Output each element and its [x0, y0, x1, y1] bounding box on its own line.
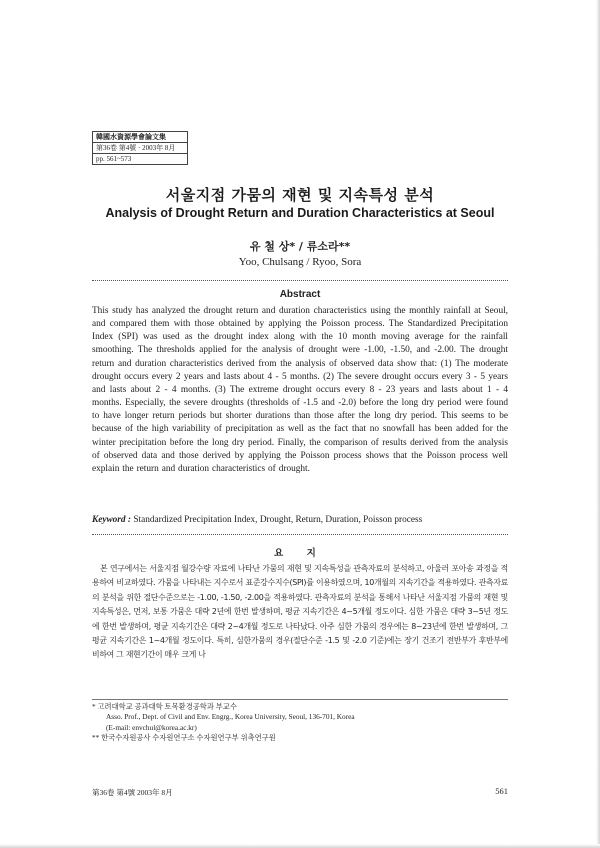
- journal-name: 韓國水資源學會論文集: [96, 133, 166, 141]
- footnote-1-english: Asso. Prof., Dept. of Civil and Env. Engrg., Korea University, Seoul, 136-701, Korea: [106, 712, 355, 722]
- footnotes: [92, 702, 512, 744]
- journal-pages: pp. 561~573: [93, 153, 187, 164]
- keyword-list: Standardized Precipitation Index, Drought, Return, Duration, Poisson process: [131, 515, 423, 525]
- page-edge-right: [596, 0, 600, 848]
- footnote-1-email: (E-mail: envchul@korea.ac.kr): [106, 722, 197, 732]
- page-edge-bottom: [0, 844, 600, 848]
- divider-top: [92, 280, 508, 281]
- keywords: [92, 514, 508, 527]
- abstract-heading: Abstract: [279, 289, 321, 300]
- title-english: Analysis of Drought Return and Duration Characteristics at Seoul: [105, 206, 495, 220]
- page-number: 561: [495, 786, 508, 796]
- authors-korean: 유 철 상* / 류소라**: [249, 240, 351, 253]
- footer-journal-issue: 第36卷 第4號 2003年 8月: [92, 788, 173, 797]
- divider-middle: [92, 534, 508, 535]
- yoji-heading: 요 지: [274, 548, 326, 559]
- journal-info-box: [92, 131, 188, 165]
- title-korean: 서울지점 가뭄의 재현 및 지속특성 분석: [165, 186, 435, 204]
- keyword-label: Keyword :: [92, 515, 131, 525]
- journal-volume: 第36卷 第4號 · 2003年 8月: [93, 142, 187, 153]
- footnote-rule: [92, 699, 508, 700]
- footnote-1: * 고려대학교 공과대학 토목환경공학과 부교수: [92, 702, 237, 711]
- authors-english: Yoo, Chulsang / Ryoo, Sora: [238, 256, 362, 268]
- yoji-body: 본 연구에서는 서울지점 월강수량 자료에 나타난 가뭄의 재현 및 지속특성을 관측자료의 분석하고, 아울러 포아송 과정을 적용하여 비교하였다. 가뭄을 나타내는 지수로서 표준강수지수(SPI)를 이용하였으며, 10개월의 지속기간을 적용하였다. 관측자료의 분석을 위한 절단수준으로는 -1.00, -1.50, -2.00을 적용하였다. 관측자료의 분석을 통해서 나타난 서울지점 가뭄의 재현 및 지속특성은, 먼저, 보통 가뭄은 대략 2년에 한번 발생하며, 평균 지속기간은 4~5개월 정도이다. 심한 가뭄은 대략 3~5년 정도에 한번 발생하며, 평균 지속기간은 대략 2~4개월 정도로 나타났다. 아주 심한 가뭄의 경우에는 8~23년에 한번 발생하며, 그 평균 지속기간은 1~4개월 정도이다. 특히, 심한가뭄의 경우(절단수준 -1.5 및 -2.0 기준)에는 장기 건조기 전반부가 후반부에 비하여 그 재현기간이 매우 크게 나: [92, 564, 508, 660]
- footnote-2: ** 한국수자원공사 수자원연구소 수자원연구부 위촉연구원: [92, 733, 276, 743]
- abstract-body: This study has analyzed the drought return and duration characteristics using the monthly rainfall at Seoul, and compared them with those obtained by applying the Poisson process. The Standardized Precipitation Index (SPI) was used as the drought index along with the 10 month moving average for the rainfall smoothing. The thresholds applied for the analysis of drought were -1.00, -1.50, and -2.00. The drought return and duration characteristics derived from the analysis of observed data show that: (1) The moderate drought occurs every 2 years and lasts about 4 - 5 months. (2) The severe drought occurs every 3 - 5 years and lasts about 2 - 4 months. (3) The extreme drought occurs every 8 - 23 years and lasts about 1 - 4 months. Especially, the severe droughts (thresholds of -1.5 and -2.0) before the long dry period were found to have longer return periods but shorter durations than those after the long dry period. This seems to be because of the high variability of precipitation as well as the fact that no snowfall has been added for the winter precipitation before the long dry period. Finally, the comparison of results derived from the analysis of observed data and those derived by applying the Poisson process shows that the Poisson process well explain the return and duration characteristics of drought.: [92, 306, 508, 474]
